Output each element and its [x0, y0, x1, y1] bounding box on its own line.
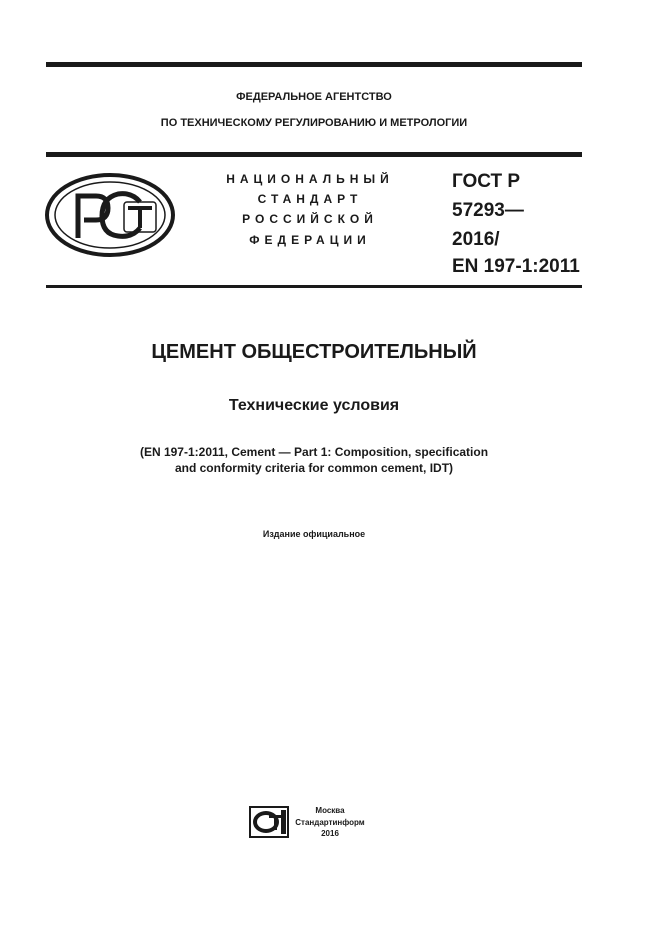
national-standard-line4: ФЕДЕРАЦИИ: [249, 233, 371, 247]
rst-certification-mark-icon: [44, 172, 176, 258]
gost-designation-line3: 2016/: [452, 229, 500, 250]
header-rule: [46, 152, 582, 157]
publisher-year: 2016: [321, 829, 339, 838]
agency-name-line1: ФЕДЕРАЛЬНОЕ АГЕНТСТВО: [236, 91, 392, 103]
standartinform-logo-icon: [249, 806, 289, 838]
national-standard-line3: РОССИЙСКОЙ: [242, 212, 378, 226]
publisher-city: Москва: [315, 806, 345, 815]
en-reference-line1: (EN 197-1:2011, Cement — Part 1: Composition, specification: [139, 445, 489, 459]
en-reference-line2: and conformity criteria for common cement, IDT): [174, 461, 454, 475]
top-rule: [46, 62, 582, 67]
standard-block-rule: [46, 285, 582, 288]
national-standard-line2: СТАНДАРТ: [257, 192, 363, 206]
gost-designation-line2: 57293—: [452, 200, 524, 221]
document-title: ЦЕМЕНТ ОБЩЕСТРОИТЕЛЬНЫЙ: [151, 341, 477, 363]
document-subtitle: Технические условия: [228, 397, 400, 414]
agency-name-line2: ПО ТЕХНИЧЕСКОМУ РЕГУЛИРОВАНИЮ И МЕТРОЛОГИИ: [160, 117, 468, 129]
publisher-name: Стандартинформ: [295, 818, 365, 827]
gost-designation-line4: EN 197-1:2011: [452, 256, 580, 277]
gost-designation-line1: ГОСТ Р: [452, 171, 521, 192]
edition-note: Издание официальное: [262, 529, 366, 539]
national-standard-line1: НАЦИОНАЛЬНЫЙ: [226, 172, 394, 186]
